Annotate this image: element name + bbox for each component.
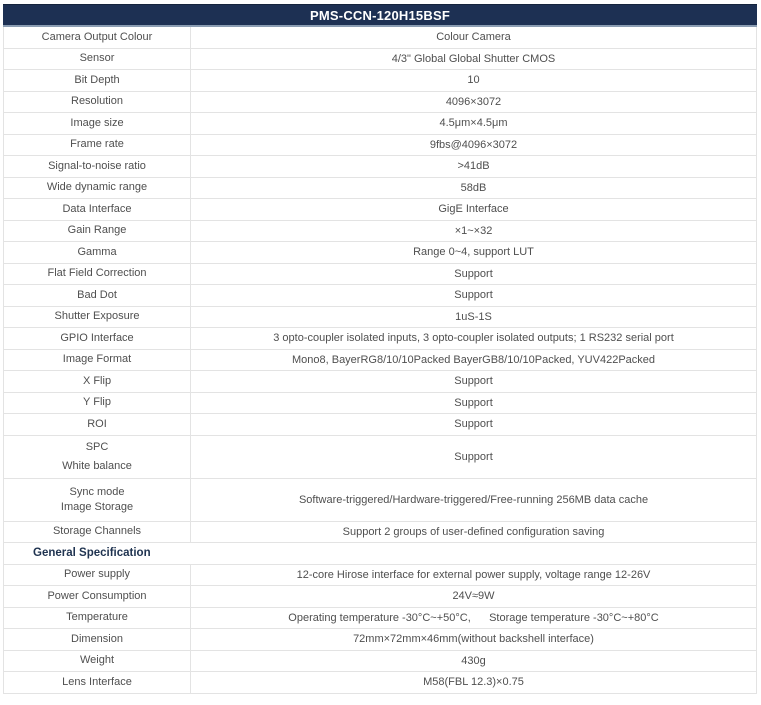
table-row <box>4 414 756 436</box>
row-label: Weight <box>79 654 115 667</box>
row-label-cell <box>4 414 191 435</box>
row-label-line: Image Storage <box>60 500 134 513</box>
row-value: Support <box>454 375 493 388</box>
row-label: Storage Channels <box>52 525 142 538</box>
row-label-cell <box>4 27 191 48</box>
table-row <box>4 264 756 286</box>
row-label-cell <box>4 92 191 113</box>
table-row <box>4 629 756 651</box>
table-row <box>4 608 756 630</box>
row-label-cell <box>4 70 191 91</box>
model-title: PMS-CCN-120H15BSF <box>310 7 450 23</box>
row-label-cell <box>4 436 191 478</box>
row-label: Data Interface <box>62 202 132 215</box>
row-label-cell <box>4 672 191 693</box>
row-label: Temperature <box>66 611 128 624</box>
row-label: Resolution <box>71 95 123 108</box>
row-label: Gamma <box>77 245 117 258</box>
table-row <box>4 242 756 264</box>
row-value: Mono8, BayerRG8/10/10Packed BayerGB8/10/10Packed, YUV422Packed <box>291 353 656 366</box>
table-row <box>4 70 756 92</box>
table-row <box>4 135 756 157</box>
row-label-cell <box>4 479 191 521</box>
row-label-line: White balance <box>62 459 132 472</box>
table-row <box>4 436 756 479</box>
row-label-cell <box>4 242 191 263</box>
row-label: Power supply <box>63 568 131 581</box>
row-value: Support 2 groups of user-defined configuration saving <box>342 525 605 538</box>
row-label-cell <box>4 285 191 306</box>
row-label: Power Consumption <box>47 589 147 602</box>
row-label-cell <box>4 135 191 156</box>
row-value: 9fbs@4096×3072 <box>429 138 518 151</box>
row-label: Image size <box>70 116 124 129</box>
table-row <box>4 522 756 544</box>
row-label-cell <box>4 371 191 392</box>
row-value: Software-triggered/Hardware-triggered/Free-running 256MB data cache <box>298 493 649 506</box>
spec-sheet <box>3 4 757 694</box>
row-value: 4096×3072 <box>445 95 502 108</box>
section-header-row <box>4 543 756 565</box>
row-label: Bit Depth <box>74 73 120 86</box>
table-row <box>4 328 756 350</box>
row-label: Signal-to-noise ratio <box>48 159 146 172</box>
table-row <box>4 285 756 307</box>
table-row <box>4 113 756 135</box>
row-value: Operating temperature -30°C~+50°C, Storage temperature -30°C~+80°C <box>288 611 659 624</box>
row-label-cell <box>4 328 191 349</box>
row-label: Wide dynamic range <box>46 181 148 194</box>
table-row <box>4 393 756 415</box>
table-row <box>4 49 756 71</box>
table-row <box>4 221 756 243</box>
row-value: Support <box>454 267 493 280</box>
row-value: Support <box>454 396 493 409</box>
table-row <box>4 672 756 694</box>
table-row <box>4 156 756 178</box>
model-header <box>3 4 757 27</box>
row-value: GigE Interface <box>438 203 509 216</box>
row-value: 10 <box>467 74 480 87</box>
row-value: 4.5μm×4.5μm <box>439 117 508 130</box>
row-value: Support <box>454 450 493 463</box>
row-label-cell <box>4 307 191 328</box>
row-label: ROI <box>87 417 107 430</box>
row-label: Shutter Exposure <box>54 310 140 323</box>
row-label: Camera Output Colour <box>41 30 153 43</box>
row-value: 3 opto-coupler isolated inputs, 3 opto-coupler isolated outputs; 1 RS232 serial port <box>273 332 674 345</box>
row-value: 58dB <box>460 181 487 194</box>
row-label: Lens Interface <box>62 675 132 688</box>
row-label: Gain Range <box>67 224 127 237</box>
row-label-cell <box>4 264 191 285</box>
row-label-cell <box>4 199 191 220</box>
row-label-cell <box>4 629 191 650</box>
section-title: General Specification <box>33 547 151 560</box>
table-row <box>4 350 756 372</box>
row-label-line: SPC <box>85 440 109 453</box>
row-label: Flat Field Correction <box>47 267 147 280</box>
spec-table <box>3 27 757 694</box>
row-label-line: Sync mode <box>69 485 125 498</box>
row-label: Sensor <box>79 52 115 65</box>
table-row <box>4 92 756 114</box>
row-label: Dimension <box>71 632 123 645</box>
row-label: GPIO Interface <box>60 331 134 344</box>
row-label-cell <box>4 565 191 586</box>
row-value: ×1~×32 <box>454 224 493 237</box>
row-value: 12-core Hirose interface for external power supply, voltage range 12-26V <box>296 568 651 581</box>
row-value: 430g <box>461 654 486 667</box>
row-label-cell <box>4 221 191 242</box>
row-label-cell <box>4 156 191 177</box>
row-label: Image Format <box>62 353 132 366</box>
row-label-cell <box>4 178 191 199</box>
row-label: Bad Dot <box>77 288 117 301</box>
row-label: X Flip <box>82 374 112 387</box>
row-value: 4/3" Global Global Shutter CMOS <box>391 52 556 65</box>
row-label-cell <box>4 608 191 629</box>
table-row <box>4 178 756 200</box>
table-row <box>4 27 756 49</box>
row-value: Support <box>454 418 493 431</box>
row-label: Y Flip <box>83 396 111 409</box>
row-label-cell <box>4 522 191 543</box>
row-label: Frame rate <box>70 138 124 151</box>
table-row <box>4 586 756 608</box>
row-label-cell <box>4 113 191 134</box>
table-row <box>4 307 756 329</box>
row-label-cell <box>4 586 191 607</box>
row-value: 24V≈9W <box>452 590 495 603</box>
row-value: >41dB <box>457 160 490 173</box>
row-value: Support <box>454 289 493 302</box>
row-value: Range 0~4, support LUT <box>413 246 534 259</box>
row-label-cell <box>4 49 191 70</box>
row-label-cell <box>4 350 191 371</box>
table-row <box>4 199 756 221</box>
row-value: 1uS-1S <box>455 310 492 323</box>
table-row <box>4 651 756 673</box>
row-value: M58(FBL 12.3)×0.75 <box>423 676 524 689</box>
row-label-cell <box>4 651 191 672</box>
table-row <box>4 371 756 393</box>
row-value: 72mm×72mm×46mm(without backshell interface) <box>353 633 594 646</box>
table-row <box>4 565 756 587</box>
row-value: Colour Camera <box>436 31 511 44</box>
table-row <box>4 479 756 522</box>
row-label-cell <box>4 393 191 414</box>
